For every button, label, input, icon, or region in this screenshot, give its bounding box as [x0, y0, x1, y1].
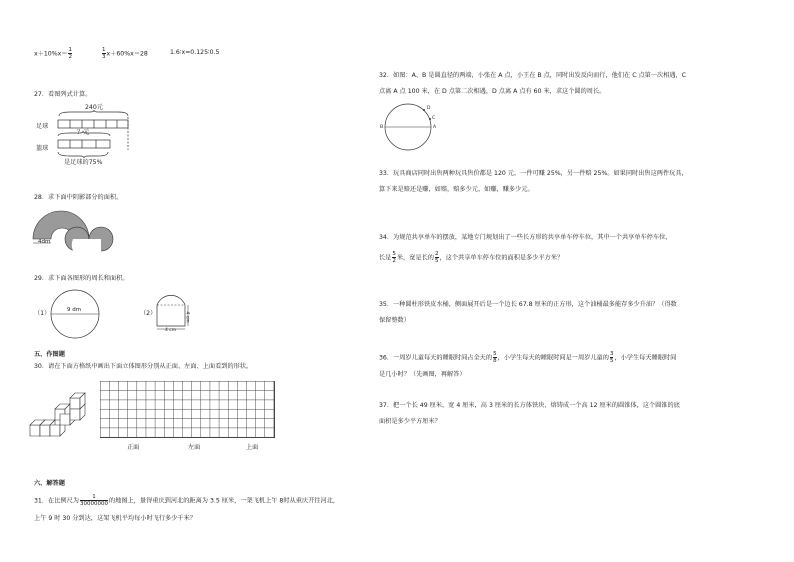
question-32-line-2: 点离 A 点 100 米，在 D 点第二次相遇，D 点离 A 点有 60 米，求这个圆的周长。 — [379, 88, 606, 95]
question-31-line-2: 上午 9 时 30 分到达，这架飞机平均每小时飞行多少千米？ — [34, 515, 196, 522]
question-36-line-2: 是几小时？（先画图，再解答） — [379, 371, 466, 378]
fraction-numerator: 5 — [493, 351, 497, 357]
fraction-denominator: 2 — [68, 54, 72, 60]
fraction-numerator: 2 — [435, 251, 439, 257]
fraction-numerator: 1 — [68, 47, 72, 53]
equation-2 — [101, 47, 148, 60]
q32-point-d: D — [427, 106, 431, 111]
fraction-numerator: 1 — [102, 47, 106, 53]
question-30: 30．请在下面方格纸中画出下面立体图形分别从正面、左面、上面看到的形状。 — [34, 363, 253, 370]
question-33-line-2: 算下来是赔还是赚，如赔，赔多少元，如赚，赚多少元。 — [379, 186, 534, 193]
fraction-denominator: 30000000 — [80, 501, 108, 507]
question-37-line-2: 面积是多少平方厘米？ — [379, 418, 441, 425]
question-31-line-1 — [34, 494, 339, 507]
fraction-numerator: 3 — [609, 351, 614, 357]
question-32-line-1: 32．如图：A、B 是圆直径的两端，小张在 A 点，小王在 B 点，同时出发反向而行，他们在 C 点第一次相遇，C — [379, 72, 687, 79]
question-35-line-2: 保留整数） — [379, 317, 410, 324]
question-33-line-1: 33．玩具商店同时出售两种玩具售价都是 120 元，一件可赚 25%，另一件赔 25%。如果同时出售这两件玩具， — [379, 170, 688, 177]
q34-fraction-2 — [435, 251, 439, 264]
q29-figure-2-label: （2） — [140, 310, 157, 317]
question-34-line-2 — [379, 251, 563, 264]
fraction-denominator: 3 — [102, 54, 106, 60]
fraction-denominator: 5 — [435, 258, 439, 264]
question-35-line-1: 35．一种圆柱形铁皮水桶，侧面展开后是一个边长 67.8 厘米的正方形，这个油桶最多能存多少升油？（得数 — [379, 301, 677, 308]
q36-text-b: ，小学生每天的睡眠时间是一周岁儿童的 — [497, 354, 609, 362]
q29-bottom-label: 4 cm — [165, 328, 177, 333]
q29-figure-1-label: （1） — [34, 310, 51, 317]
q36-fraction-2 — [610, 351, 614, 364]
fraction-denominator: 2 — [392, 258, 396, 264]
q27-football-label: 足球 — [36, 123, 49, 130]
view-label-front: 正面 — [127, 444, 140, 451]
q31-text-a: 31．在比例尺为 — [34, 497, 79, 505]
equation-1-text: x＋10%x＝ — [34, 50, 68, 58]
equation-1 — [34, 47, 73, 60]
q28-dimension-label: 4dm — [38, 239, 51, 245]
q27-note-label: 是足球的75% — [64, 159, 103, 166]
q32-point-a: A — [433, 125, 437, 130]
q36-text-c: ，小学生每天睡眠时间 — [614, 354, 677, 362]
q32-point-c: C — [432, 116, 436, 121]
q30-grid-paper[interactable] — [100, 381, 275, 438]
question-27: 27．看图列式计算。 — [34, 91, 92, 98]
question-34-line-1: 34．为规范共享单车的摆放，某地专门规划出了一些长方形的共享单车停车位，其中一个共享单车停车位， — [379, 234, 672, 241]
question-36-line-1 — [379, 351, 676, 364]
q36-text-a: 36．一周岁儿童每天的睡眠时间占全天的 — [379, 354, 493, 362]
fraction-numerator: 5 — [392, 251, 396, 257]
q27-total-label: 240元 — [85, 104, 103, 111]
q34-text-2: 米，宽是长的 — [396, 254, 434, 262]
q31-scale-fraction — [80, 494, 108, 507]
q27-basketball-label: 篮球 — [36, 145, 49, 152]
q29-side-label: 4 cm — [184, 311, 190, 323]
question-29: 29．求下面各图形的周长和面积。 — [34, 275, 129, 282]
equation-1-fraction — [68, 47, 72, 60]
equation-3: 1.6∶x=0.125∶0.5 — [170, 49, 220, 56]
equation-2-fraction — [102, 47, 106, 60]
q34-fraction-1 — [392, 251, 396, 264]
section-6-heading: 六、解答题 — [34, 480, 65, 487]
view-label-left: 左面 — [188, 444, 201, 451]
fraction-denominator: 5 — [609, 358, 614, 364]
question-28: 28．求下面中阴影部分的面积。 — [34, 194, 123, 201]
q29-diameter-label: 9 dm — [67, 307, 82, 313]
q31-text-b: 的地图上，量得重庆到河北的距离为 3.5 厘米，一架飞机上午 8时从重庆开往河北， — [109, 497, 340, 505]
view-label-top: 上面 — [246, 444, 259, 451]
fraction-numerator: 1 — [80, 494, 108, 501]
fraction-denominator: 8 — [493, 358, 497, 364]
q34-text-1: 长是 — [379, 254, 392, 262]
question-37-line-1: 37．把一个长 49 厘米，宽 4 厘米，高 3 厘米的长方体铁块，熔铸成一个高 12 厘米的圆锥体，这个圆锥的底 — [379, 402, 680, 409]
q34-text-3: ，这个共享单车停车位的面积是多少平方米？ — [439, 254, 564, 262]
q32-circle-figure — [0, 0, 1, 1]
q27-unknown-label: ？元 — [77, 129, 90, 136]
equation-2-text: x＋60%x＝28 — [106, 50, 148, 58]
section-5-heading: 五、作图题 — [34, 351, 65, 358]
q32-point-b: B — [380, 125, 384, 130]
q36-fraction-1 — [493, 351, 497, 364]
